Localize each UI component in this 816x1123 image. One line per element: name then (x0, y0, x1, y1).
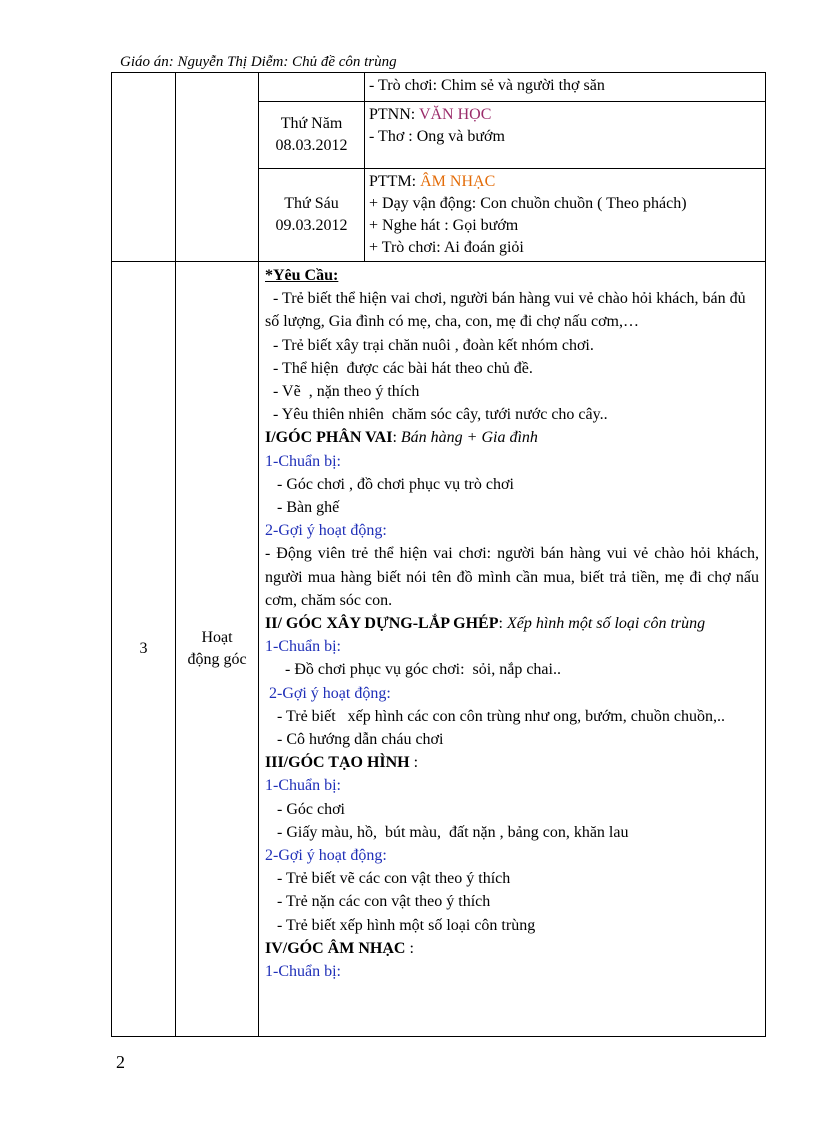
prep-item: - Giấy màu, hồ, bút màu, đất nặn , bảng con, khăn lau (265, 823, 629, 841)
plan-cell-continuation (365, 73, 766, 102)
plan-line: - Thơ : Ong và bướm (369, 128, 505, 145)
document-header: Giáo án: Nguyễn Thị Diễm: Chủ đề côn trùng (120, 54, 397, 70)
suggest-item: - Động viên trẻ thể hiện vai chơi: người bán hàng vui vẻ chào hỏi khách, người mua hàng biết nói tên đồ mình cần mua, biết trả tiền, mẹ đi chợ nấu cơm, chăm sóc con. (265, 545, 759, 609)
prep-label: 1-Chuẩn bị: (265, 777, 341, 795)
plan-cell-friday (365, 169, 766, 262)
activity-detail-cell (259, 262, 766, 1037)
subject-line (369, 171, 761, 193)
page-number: 2 (116, 1052, 125, 1072)
suggest-label: 2-Gợi ý hoạt động: (265, 684, 391, 702)
corner-title: IV/GÓC ÂM NHẠC (265, 939, 406, 957)
subject-name: ÂM NHẠC (420, 173, 496, 190)
subject-prefix: PTNN: (369, 106, 419, 123)
requirement-item: - Vẽ , nặn theo ý thích (265, 383, 420, 401)
corner-title-suffix: : (405, 939, 414, 957)
requirements-title: *Yêu Cầu: (265, 267, 339, 284)
corner-heading: II/ GÓC XÂY DỰNG-LẮP GHÉP: Xếp hình một số loại côn trùng (265, 615, 706, 633)
corner-title: III/GÓC TẠO HÌNH (265, 754, 410, 772)
number-cell-empty (112, 73, 176, 262)
table-row-continuation (112, 73, 766, 102)
day-cell-thursday (259, 102, 365, 169)
plan-line: + Dạy vận động: Con chuồn chuồn ( Theo phách) (369, 195, 687, 212)
lesson-plan-table (111, 72, 766, 1037)
prep-label: 1-Chuẩn bị: (265, 638, 341, 656)
day-name: Thứ Năm (280, 115, 343, 132)
requirement-item: - Thể hiện được các bài hát theo chủ đề. (265, 359, 533, 377)
plan-line: + Trò chơi: Ai đoán giỏi (369, 239, 524, 256)
day-name: Thứ Sáu (284, 195, 339, 212)
prep-label: 1-Chuẩn bị: (265, 963, 341, 981)
plan-cell-thursday (365, 102, 766, 169)
day-date: 09.03.2012 (275, 217, 348, 234)
activity-name-cell (176, 262, 259, 1037)
prep-label: 1-Chuẩn bị: (265, 452, 341, 470)
corner-title-suffix: : (409, 754, 419, 772)
suggest-item: - Trẻ biết xếp hình các con côn trùng như ong, bướm, chuồn chuồn,.. (265, 707, 725, 725)
prep-item: - Bàn ghế (265, 499, 340, 517)
activity-cell-empty (176, 73, 259, 262)
suggest-item: - Cô hướng dẫn cháu chơi (265, 731, 444, 749)
prep-item: - Góc chơi (265, 800, 345, 818)
prep-item: - Đồ chơi phục vụ góc chơi: sỏi, nắp chai.. (265, 661, 561, 679)
suggest-item: - Trẻ nặn các con vật theo ý thích (265, 893, 491, 911)
day-cell-friday (259, 169, 365, 262)
corner-subtitle: Bán hàng + Gia đình (400, 429, 538, 447)
plan-line: + Nghe hát : Gọi bướm (369, 217, 519, 234)
subject-prefix: PTTM: (369, 173, 421, 190)
row-number: 3 (139, 640, 148, 657)
activity-name-line1: Hoạt (201, 629, 233, 646)
day-cell-empty (259, 73, 365, 102)
corner-title: I/GÓC PHÂN VAI (265, 429, 393, 447)
corner-title: II/ GÓC XÂY DỰNG-LẮP GHÉP (265, 615, 499, 633)
corner-subtitle: Xếp hình một số loại côn trùng (506, 615, 706, 633)
plan-line: - Trò chơi: Chim sẻ và người thợ săn (369, 77, 605, 94)
table-row-3 (112, 262, 766, 1037)
corner-heading (265, 937, 759, 960)
requirement-item: - Trẻ biết thể hiện vai chơi, người bán hàng vui vẻ chào hỏi khách, bán đủ số lượng, Gia đình có mẹ, cha, con, mẹ đi chợ nấu cơm,… (265, 290, 750, 331)
suggest-label: 2-Gợi ý hoạt động: (265, 847, 387, 865)
corner-heading: I/GÓC PHÂN VAI: Bán hàng + Gia đình (265, 429, 538, 447)
suggest-label: 2-Gợi ý hoạt động: (265, 522, 387, 540)
requirement-item: - Trẻ biết xây trại chăn nuôi , đoàn kết nhóm chơi. (265, 336, 594, 354)
subject-name: VĂN HỌC (418, 106, 492, 123)
suggest-item: - Trẻ biết vẽ các con vật theo ý thích (265, 870, 511, 888)
subject-line (369, 104, 761, 126)
row-number-cell (112, 262, 176, 1037)
corner-heading (265, 751, 759, 774)
prep-item: - Góc chơi , đồ chơi phục vụ trò chơi (265, 475, 514, 493)
activity-name-line2: động góc (187, 651, 247, 668)
suggest-item: - Trẻ biết xếp hình một số loại côn trùng (265, 916, 536, 934)
requirement-item: - Yêu thiên nhiên chăm sóc cây, tưới nước cho cây.. (265, 406, 608, 424)
day-date: 08.03.2012 (275, 137, 348, 154)
